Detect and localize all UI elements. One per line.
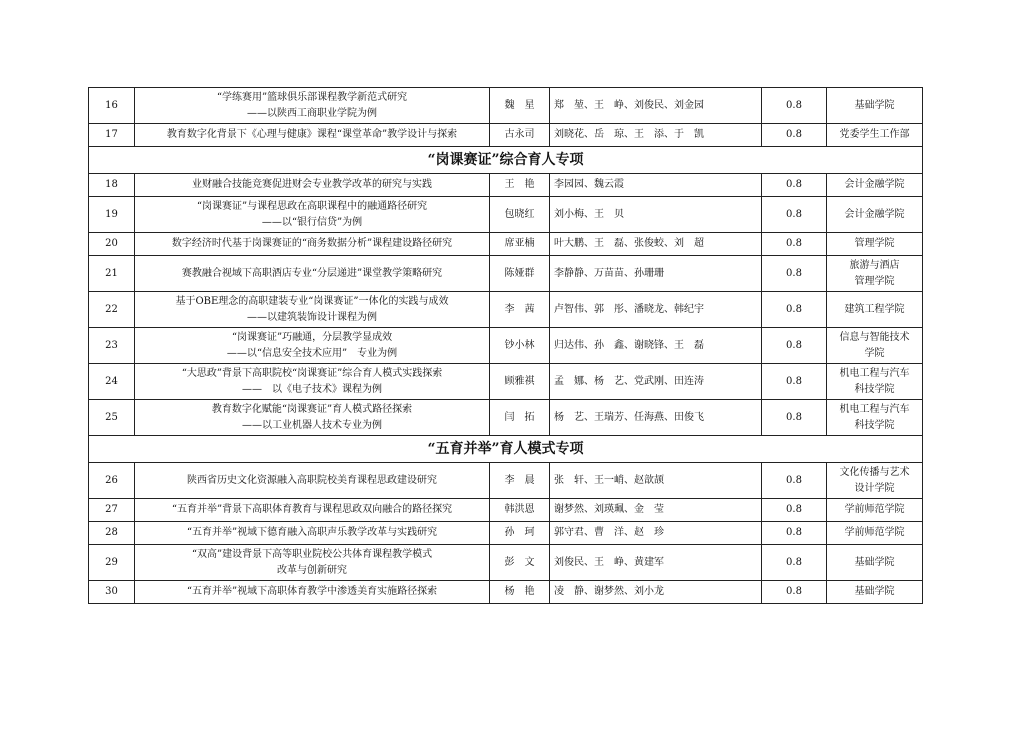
table-row bbox=[89, 197, 923, 233]
project-title-line: “五育并举”背景下高职体育教育与课程思政双向融合的路径探究 bbox=[171, 504, 453, 515]
section-row bbox=[89, 147, 923, 174]
row-number: 21 bbox=[89, 256, 135, 292]
project-title-line: 教育数字化背景下《心理与健康》课程“课堂革命”教学设计与探索 bbox=[166, 129, 458, 140]
project-members: 叶大鹏、王 磊、张俊蛟、刘 超 bbox=[550, 233, 762, 256]
department-line: 会计金融学院 bbox=[844, 208, 905, 220]
department-line: 科技学院 bbox=[854, 383, 895, 395]
department-line: 基础学院 bbox=[854, 99, 895, 111]
project-leader: 闫 拓 bbox=[490, 400, 550, 436]
project-score: 0.8 bbox=[762, 124, 827, 147]
project-title-line: 赛教融合视域下高职酒店专业“分层递进”课堂教学策略研究 bbox=[181, 267, 443, 279]
project-title-line: ——以建筑装饰设计课程为例 bbox=[247, 311, 377, 323]
section-heading: “岗课赛证”综合育人专项 bbox=[89, 147, 923, 174]
table-row bbox=[89, 328, 923, 364]
department-line: 设计学院 bbox=[854, 482, 895, 494]
table-row bbox=[89, 364, 923, 400]
project-title-line: “五育并举”视域下德育融入高职声乐教学改革与实践研究 bbox=[186, 527, 438, 538]
section-heading: “五育并举”育人模式专项 bbox=[89, 436, 923, 463]
table-row bbox=[89, 522, 923, 545]
project-title-line: ——以陕西工商职业学院为例 bbox=[247, 107, 377, 119]
department-line: 机电工程与汽车 bbox=[839, 367, 910, 379]
project-leader: 李 茜 bbox=[490, 292, 550, 328]
project-members: 郑 堃、王 峥、刘俊民、刘金园 bbox=[550, 88, 762, 124]
project-title bbox=[135, 522, 490, 545]
project-department bbox=[827, 292, 923, 328]
project-title bbox=[135, 124, 490, 147]
project-title bbox=[135, 256, 490, 292]
project-members: 谢梦然、刘瑛珮、金 莹 bbox=[550, 499, 762, 522]
project-leader: 古永司 bbox=[490, 124, 550, 147]
section-row bbox=[89, 436, 923, 463]
table-row bbox=[89, 400, 923, 436]
row-number: 24 bbox=[89, 364, 135, 400]
project-title-line: 教育数字化赋能“岗课赛证”育人模式路径探索 bbox=[211, 403, 413, 415]
project-title-line: “岗课赛证”与课程思政在高职课程中的融通路径研究 bbox=[196, 200, 428, 212]
project-department bbox=[827, 256, 923, 292]
project-title-line: ——以工业机器人技术专业为例 bbox=[242, 419, 382, 431]
project-title bbox=[135, 88, 490, 124]
row-number: 27 bbox=[89, 499, 135, 522]
table-row bbox=[89, 233, 923, 256]
department-line: 管理学院 bbox=[854, 275, 895, 287]
department-line: 学前师范学院 bbox=[844, 527, 905, 538]
project-members: 张 轩、王一峭、赵歆颉 bbox=[550, 463, 762, 499]
project-members: 刘小梅、王 贝 bbox=[550, 197, 762, 233]
project-members: 李静静、万苗苗、孙珊珊 bbox=[550, 256, 762, 292]
project-title bbox=[135, 292, 490, 328]
project-leader: 王 艳 bbox=[490, 174, 550, 197]
project-department bbox=[827, 400, 923, 436]
project-leader: 韩洪恩 bbox=[490, 499, 550, 522]
row-number: 25 bbox=[89, 400, 135, 436]
project-title-line: “五育并举”视域下高职体育教学中渗透美育实施路径探索 bbox=[186, 586, 438, 597]
project-title-line: 基于OBE理念的高职建装专业“岗课赛证”一体化的实践与成效 bbox=[175, 295, 449, 307]
project-title-line: 业财融合技能竞赛促进财会专业教学改革的研究与实践 bbox=[192, 179, 432, 190]
project-members: 凌 静、谢梦然、刘小龙 bbox=[550, 581, 762, 604]
department-line: 学前师范学院 bbox=[844, 504, 905, 515]
project-leader: 席亚楠 bbox=[490, 233, 550, 256]
project-department bbox=[827, 545, 923, 581]
project-members: 孟 娜、杨 艺、党武刚、田连涛 bbox=[550, 364, 762, 400]
project-title-line: “学练赛用”篮球俱乐部课程教学新范式研究 bbox=[216, 91, 408, 103]
project-department bbox=[827, 364, 923, 400]
project-department bbox=[827, 233, 923, 256]
project-score: 0.8 bbox=[762, 545, 827, 581]
row-number: 22 bbox=[89, 292, 135, 328]
project-score: 0.8 bbox=[762, 581, 827, 604]
table-row bbox=[89, 463, 923, 499]
project-members: 李园园、魏云霞 bbox=[550, 174, 762, 197]
project-members: 刘俊民、王 峥、黄建军 bbox=[550, 545, 762, 581]
project-score: 0.8 bbox=[762, 400, 827, 436]
project-leader: 顾雅祺 bbox=[490, 364, 550, 400]
row-number: 26 bbox=[89, 463, 135, 499]
project-title-line: “双高”建设背景下高等职业院校公共体育课程教学模式 bbox=[191, 548, 433, 560]
department-line: 信息与智能技术 bbox=[839, 331, 910, 343]
project-title bbox=[135, 328, 490, 364]
project-title bbox=[135, 400, 490, 436]
project-score: 0.8 bbox=[762, 364, 827, 400]
department-line: 会计金融学院 bbox=[844, 179, 905, 190]
row-number: 19 bbox=[89, 197, 135, 233]
project-title bbox=[135, 174, 490, 197]
project-members: 归达伟、孙 鑫、谢晓锋、王 磊 bbox=[550, 328, 762, 364]
department-line: 科技学院 bbox=[854, 419, 895, 431]
project-title-line: 改革与创新研究 bbox=[277, 564, 347, 576]
project-title-line: 陕西省历史文化资源融入高职院校美育课程思政建设研究 bbox=[187, 474, 437, 486]
project-title-line: “大思政”背景下高职院校“岗课赛证”综合育人模式实践探索 bbox=[181, 367, 443, 379]
department-line: 旅游与酒店 bbox=[849, 259, 900, 271]
project-department bbox=[827, 197, 923, 233]
project-title-line: “岗课赛证”巧融通，分层教学显成效 bbox=[231, 331, 393, 343]
project-leader: 包晓红 bbox=[490, 197, 550, 233]
table-row bbox=[89, 174, 923, 197]
row-number: 20 bbox=[89, 233, 135, 256]
table-row bbox=[89, 499, 923, 522]
project-department bbox=[827, 174, 923, 197]
project-department bbox=[827, 124, 923, 147]
table-row bbox=[89, 545, 923, 581]
department-line: 党委学生工作部 bbox=[839, 129, 910, 140]
project-score: 0.8 bbox=[762, 522, 827, 545]
project-title bbox=[135, 545, 490, 581]
project-department bbox=[827, 522, 923, 545]
table-row bbox=[89, 124, 923, 147]
table-row bbox=[89, 292, 923, 328]
project-score: 0.8 bbox=[762, 174, 827, 197]
project-members: 杨 艺、王瑞芳、任海燕、田俊飞 bbox=[550, 400, 762, 436]
department-line: 文化传播与艺术 bbox=[839, 466, 910, 478]
project-score: 0.8 bbox=[762, 463, 827, 499]
row-number: 30 bbox=[89, 581, 135, 604]
row-number: 18 bbox=[89, 174, 135, 197]
project-department bbox=[827, 499, 923, 522]
row-number: 29 bbox=[89, 545, 135, 581]
project-leader: 李 晨 bbox=[490, 463, 550, 499]
project-title-line: 数字经济时代基于岗课赛证的“商务数据分析”课程建设路径研究 bbox=[171, 238, 453, 249]
project-table bbox=[88, 87, 923, 604]
project-score: 0.8 bbox=[762, 233, 827, 256]
project-title bbox=[135, 499, 490, 522]
project-leader: 魏 星 bbox=[490, 88, 550, 124]
project-leader: 钞小林 bbox=[490, 328, 550, 364]
row-number: 16 bbox=[89, 88, 135, 124]
row-number: 23 bbox=[89, 328, 135, 364]
project-department bbox=[827, 463, 923, 499]
project-title-line: —— 以《电子技术》课程为例 bbox=[242, 383, 382, 395]
project-score: 0.8 bbox=[762, 88, 827, 124]
department-line: 基础学院 bbox=[854, 556, 895, 568]
project-score: 0.8 bbox=[762, 292, 827, 328]
project-score: 0.8 bbox=[762, 197, 827, 233]
project-title-line: ——以“银行信贷”为例 bbox=[261, 216, 363, 228]
department-line: 机电工程与汽车 bbox=[839, 403, 910, 415]
project-title bbox=[135, 581, 490, 604]
project-score: 0.8 bbox=[762, 499, 827, 522]
department-line: 管理学院 bbox=[854, 238, 895, 249]
project-department bbox=[827, 581, 923, 604]
project-score: 0.8 bbox=[762, 256, 827, 292]
project-leader: 彭 文 bbox=[490, 545, 550, 581]
project-department bbox=[827, 328, 923, 364]
table-row bbox=[89, 256, 923, 292]
project-title bbox=[135, 364, 490, 400]
project-score: 0.8 bbox=[762, 328, 827, 364]
project-leader: 陈娅群 bbox=[490, 256, 550, 292]
department-line: 基础学院 bbox=[854, 586, 895, 597]
project-title bbox=[135, 463, 490, 499]
project-leader: 杨 艳 bbox=[490, 581, 550, 604]
project-members: 刘晓花、岳 琼、王 添、于 凯 bbox=[550, 124, 762, 147]
department-line: 建筑工程学院 bbox=[844, 303, 905, 315]
project-leader: 孙 珂 bbox=[490, 522, 550, 545]
project-members: 卢智伟、郭 彤、潘晓龙、韩纪宇 bbox=[550, 292, 762, 328]
row-number: 17 bbox=[89, 124, 135, 147]
project-department bbox=[827, 88, 923, 124]
project-title bbox=[135, 197, 490, 233]
table-row bbox=[89, 88, 923, 124]
project-table-body bbox=[89, 88, 923, 604]
table-row bbox=[89, 581, 923, 604]
department-line: 学院 bbox=[864, 347, 885, 359]
project-title bbox=[135, 233, 490, 256]
project-title-line: ——以“信息安全技术应用” 专业为例 bbox=[226, 347, 398, 359]
row-number: 28 bbox=[89, 522, 135, 545]
project-members: 郭守君、曹 洋、赵 珍 bbox=[550, 522, 762, 545]
